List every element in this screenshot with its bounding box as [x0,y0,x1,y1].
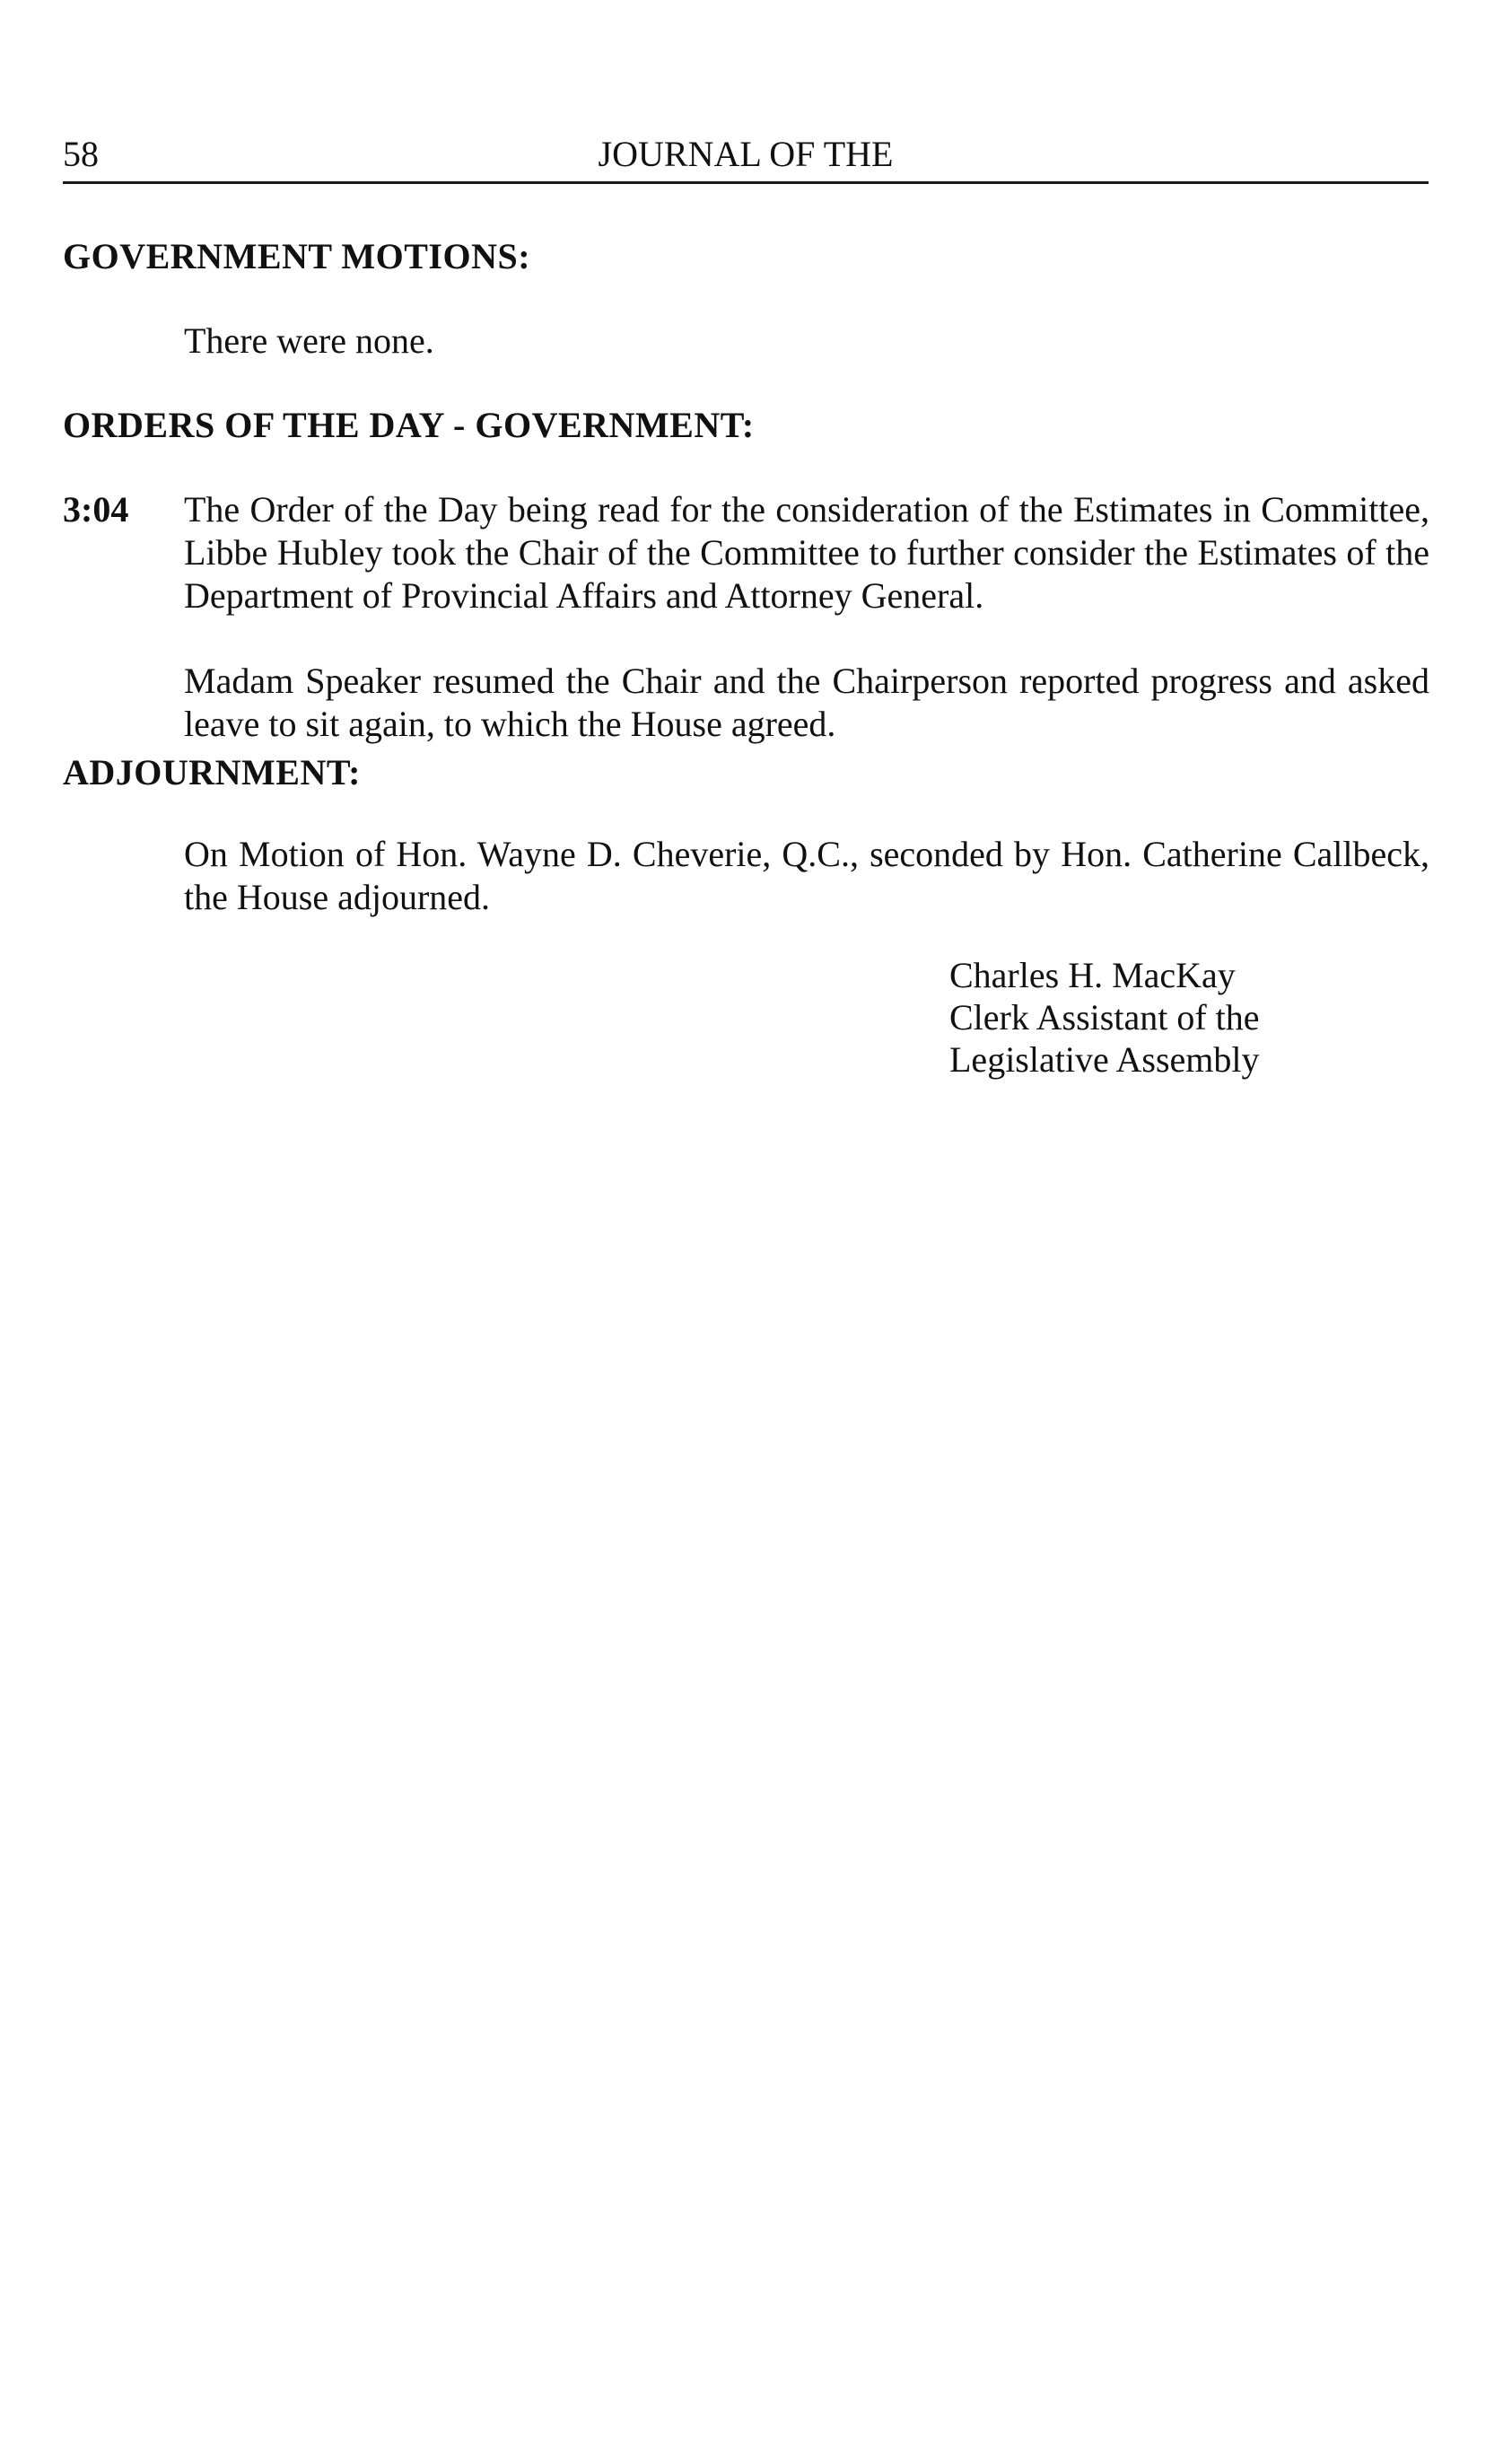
adjournment-body: On Motion of Hon. Wayne D. Cheverie, Q.C., seconded by Hon. Catherine Callbeck, the House adjourned. [184,834,1429,917]
government-motions-heading: GOVERNMENT MOTIONS: [63,236,531,276]
page-number: 58 [63,134,99,174]
adjournment-heading: ADJOURNMENT: [63,752,361,792]
clerk-signature-block [949,954,1260,1081]
orders-of-the-day-heading: ORDERS OF THE DAY - GOVERNMENT: [63,405,755,445]
page-header [63,133,1429,184]
orders-of-the-day-report: Madam Speaker resumed the Chair and the Chairperson reported progress and asked leave to sit again, to which the House agreed. [184,661,1429,744]
clerk-title-line-2: Legislative Assembly [949,1039,1260,1080]
clerk-title-line-1: Clerk Assistant of the [949,997,1260,1038]
orders-of-the-day-entry: The Order of the Day being read for the consideration of the Estimates in Committee, Libbe Hubley took the Chair of the Committee to further consider the Estimates of the Department of Provincial Affairs and Attorney General. [184,489,1429,616]
government-motions-body: There were none. [184,320,434,361]
clerk-name: Charles H. MacKay [949,955,1236,995]
time-stamp: 3:04 [63,489,129,530]
running-head: JOURNAL OF THE [598,134,894,174]
